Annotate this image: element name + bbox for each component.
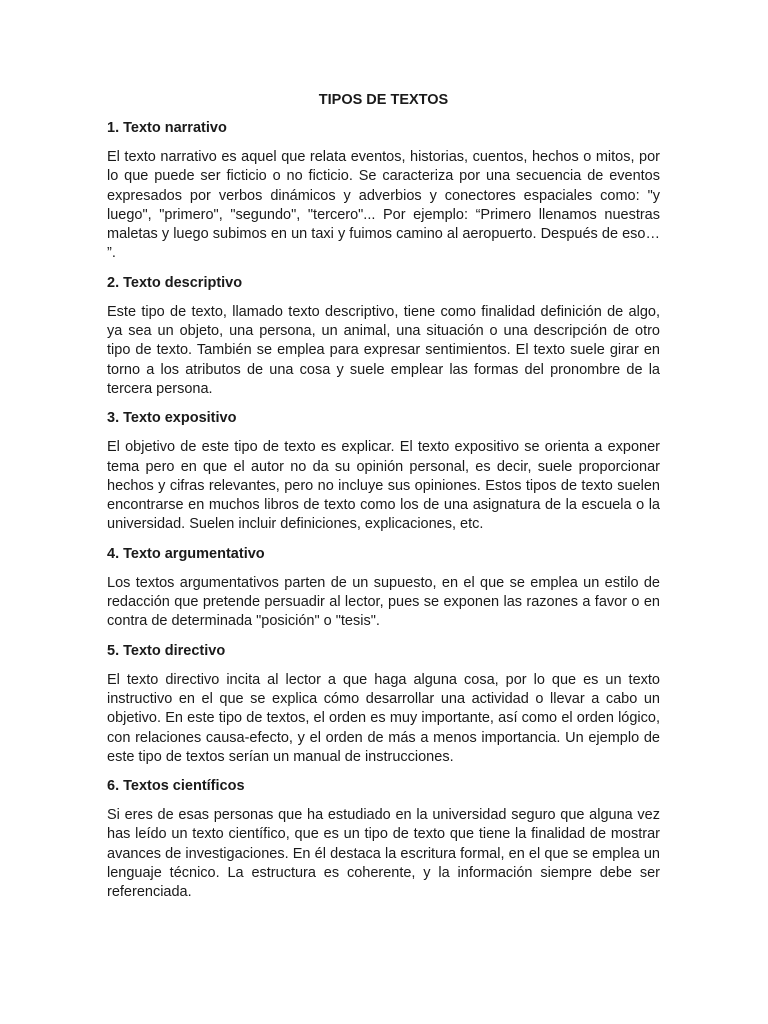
document-page [107,90,660,912]
section-cientificos [107,776,660,902]
section-directivo [107,641,660,767]
section-narrativo [107,118,660,264]
section-descriptivo [107,273,660,399]
section-paragraph: El objetivo de este tipo de texto es explicar. El texto expositivo se orienta a exponer tema pero en que el autor no da su opinión personal, es decir, suele proporcionar hechos y cifras relevantes, pero no incluye sus opiniones. Estos tipos de texto suelen encontrarse en muchos libros de texto como los de una asignatura de la escuela o la universidad. Suelen incluir definiciones, explicaciones, etc. [107,439,660,533]
section-expositivo [107,408,660,534]
section-argumentativo [107,544,660,632]
section-heading: 2. Texto descriptivo [107,274,243,291]
section-heading: 6. Textos científicos [107,778,245,795]
section-paragraph: El texto narrativo es aquel que relata eventos, historias, cuentos, hechos o mitos, por lo que puede ser ficticio o no ficticio. Se caracteriza por una secuencia de eventos expresados por verbos dinámicos y adverbios y conectores espaciales como: "y luego", "primero", "segundo", "tercero"... Por ejemplo: “Primero llenamos nuestras maletas y luego subimos en un taxi y fuimos camino al aeropuerto. Después de eso… ”. [107,149,660,262]
section-heading: 3. Texto expositivo [107,410,237,427]
document-title: TIPOS DE TEXTOS [318,92,449,108]
section-paragraph: Los textos argumentativos parten de un supuesto, en el que se emplea un estilo de redacción que pretende persuadir al lector, pues se exponen las razones a favor o en contra de determinada "posición" o "tesis". [107,574,660,630]
section-heading: 1. Texto narrativo [107,120,227,136]
section-heading: 5. Texto directivo [107,642,226,659]
section-paragraph: El texto directivo incita al lector a que haga alguna cosa, por lo que es un texto instructivo en el que se explica cómo desarrollar una actividad o llevar a cabo un objetivo. En este tipo de textos, el orden es muy importante, así como el orden lógico, con relaciones causa-efecto, y el orden de más a menos importancia. Un ejemplo de este tipo de textos serían un manual de instrucciones. [107,671,660,765]
section-heading: 4. Texto argumentativo [107,545,265,562]
section-paragraph: Este tipo de texto, llamado texto descriptivo, tiene como finalidad definición de algo, ya sea un objeto, una persona, un animal, una situación o una descripción de otro tipo de texto. También se emplea para expresar sentimientos. El texto suele girar en torno a los atributos de una cosa y suele emplear las formas del pronombre de la tercera persona. [107,303,660,397]
section-paragraph: Si eres de esas personas que ha estudiado en la universidad seguro que alguna vez has leído un texto científico, que es un tipo de texto que tiene la finalidad de mostrar avances de investigaciones. En él destaca la escritura formal, en el que se emplea un lenguaje técnico. La estructura es coherente, y la información siempre debe ser referenciada. [107,807,660,901]
